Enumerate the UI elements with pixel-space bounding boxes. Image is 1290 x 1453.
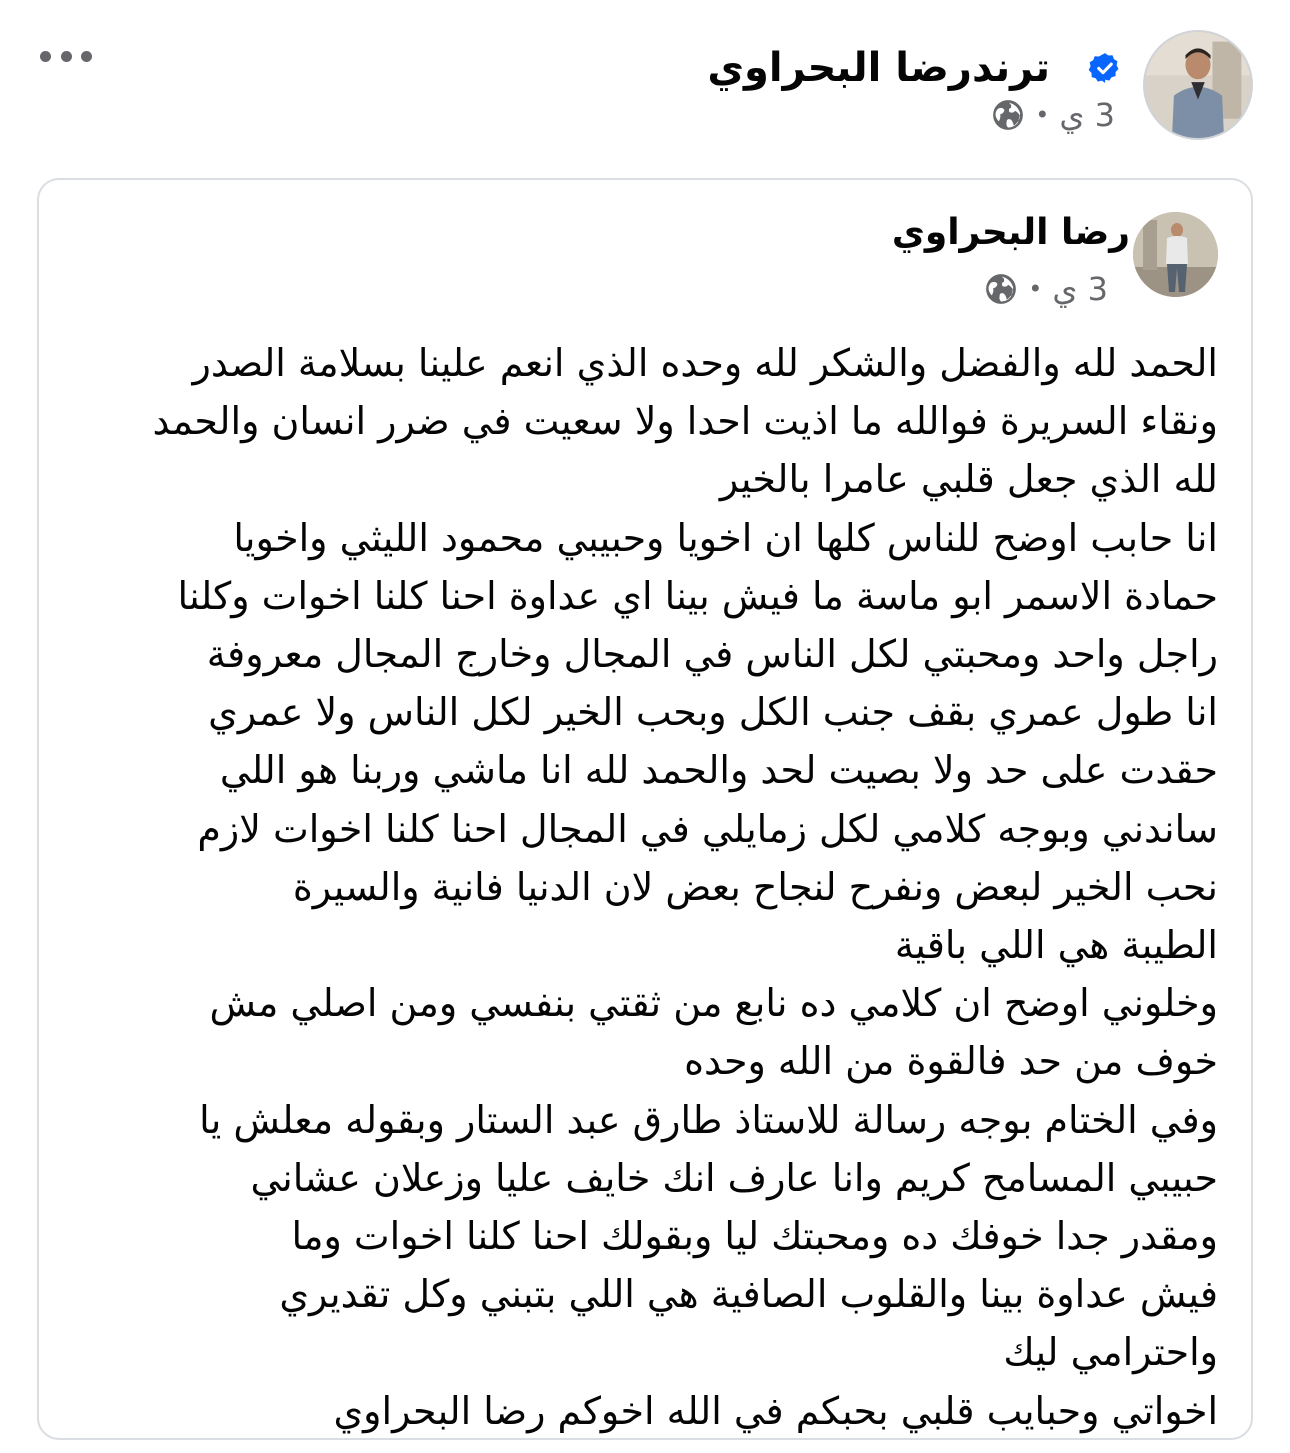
post-text-line: انا طول عمري بقف جنب الكل وبحب الخير لكل الناس ولا عمري xyxy=(208,690,1218,735)
post-text-line: اخواتي وحبايب قلبي بحبكم في الله اخوكم رضا البحراوي xyxy=(333,1388,1218,1433)
globe-icon[interactable] xyxy=(991,98,1025,132)
verified-badge-icon xyxy=(1088,51,1122,85)
post-text-line: وفي الختام بوجه رسالة للاستاذ طارق عبد الستار وبقوله معلش يا xyxy=(199,1097,1218,1142)
avatar-photo xyxy=(1133,212,1218,297)
post-text-line: واحترامي ليك xyxy=(1003,1330,1218,1375)
meta-separator: • xyxy=(1035,101,1050,129)
more-options-icon xyxy=(40,51,51,62)
post-text-line: راجل واحد ومحبتي لكل الناس في المجال وخارج المجال معروفة xyxy=(206,632,1218,677)
post-text-line: الحمد لله والفضل والشكر لله وحده الذي انعم علينا بسلامة الصدر xyxy=(192,341,1218,385)
trend-label: ترند xyxy=(971,45,1050,91)
post-text-line: ومقدر جدا خوفك ده ومحبتك ليا وبقولك احنا كلنا اخوات وما xyxy=(291,1214,1218,1259)
shared-author-avatar[interactable] xyxy=(1133,212,1218,297)
post-text-line: ساندني وبوجه كلامي لكل زمايلي في المجال احنا كلنا اخوات لازم xyxy=(197,806,1218,851)
avatar-photo xyxy=(1145,32,1251,138)
post-meta xyxy=(991,96,1115,134)
post-text-line: حبيبي المسامح كريم وانا عارف انك خايف عليا وزعلان عشاني xyxy=(250,1155,1218,1200)
post-text xyxy=(62,334,1218,1440)
post-text-line: الطيبة هي اللي باقية xyxy=(894,923,1218,968)
post-text-line: خوف من حد فالقوة من الله وحده xyxy=(684,1039,1218,1084)
header-title-row xyxy=(707,38,1136,98)
meta-separator: • xyxy=(1028,275,1043,303)
post-text-line: ونقاء السريرة فوالله ما اذيت احدا ولا سعيت في ضرر انسان والحمد xyxy=(152,399,1218,444)
more-options-icon-dot xyxy=(61,51,72,62)
post-text-line: فيش عداوة بينا والقلوب الصافية هي اللي بتبني وكل تقديري xyxy=(279,1272,1218,1317)
globe-icon[interactable] xyxy=(984,272,1018,306)
shared-post-time[interactable]: 3 ي xyxy=(1052,270,1108,308)
author-name[interactable]: رضا البحراوي xyxy=(707,45,972,91)
more-options-button[interactable] xyxy=(40,44,92,68)
post-text-line: حمادة الاسمر ابو ماسة ما فيش بينا اي عداوة احنا كلنا اخوات وكلنا xyxy=(177,573,1218,618)
shared-post-meta xyxy=(984,270,1108,308)
post-text-line: وخلوني اوضح ان كلامي ده نابع من ثقتي بنفسي ومن اصلي مش xyxy=(209,981,1218,1026)
author-avatar[interactable] xyxy=(1143,30,1253,140)
post-text-line: انا حابب اوضح للناس كلها ان اخويا وحبيبي محمود الليثي واخويا xyxy=(233,515,1218,560)
post-text-line: حقدت على حد ولا بصيت لحد والحمد لله انا ماشي وربنا هو اللي xyxy=(219,748,1218,793)
shared-author-name[interactable]: رضا البحراوي xyxy=(891,212,1130,253)
more-options-icon-dot xyxy=(81,51,92,62)
post-text-line: نحب الخير لبعض ونفرح لنجاح بعض لان الدنيا فانية والسيرة xyxy=(292,864,1218,909)
post-text-line: لله الذي جعل قلبي عامرا بالخير xyxy=(719,457,1218,502)
post-time[interactable]: 3 ي xyxy=(1059,96,1115,134)
